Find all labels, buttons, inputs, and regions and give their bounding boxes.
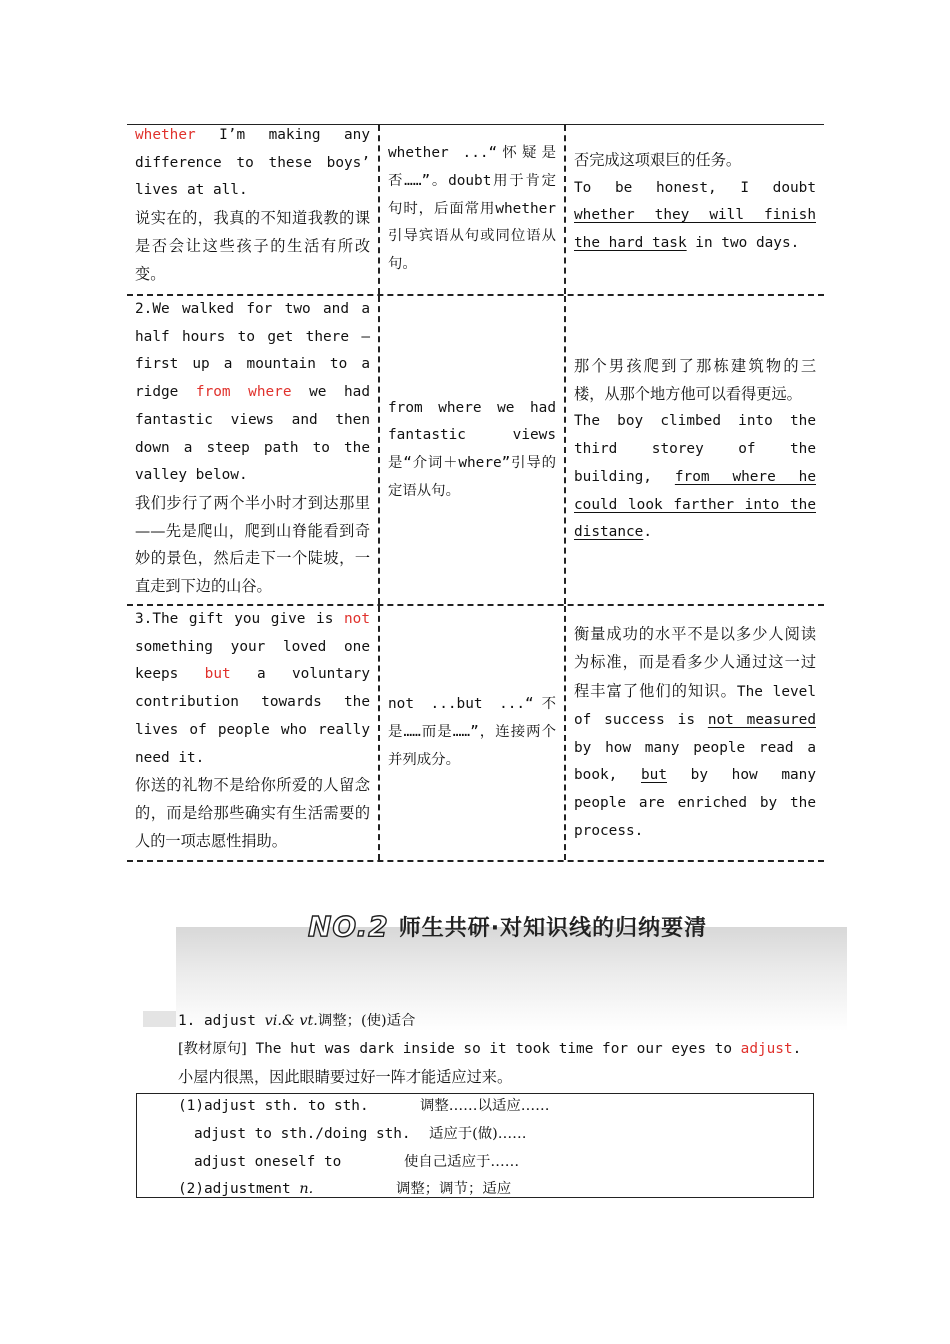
table-row <box>127 124 824 296</box>
table-row <box>127 296 824 606</box>
practice-cn: 衡量成功的水平不是以多少人阅读为标准，而是看多少人通过这一过程丰富了他们的知识。 <box>574 624 816 701</box>
practice-answer: from where he could look farther into the distance <box>574 468 816 541</box>
original-sentence-cell <box>127 125 380 294</box>
phrase-meaning: 调整；调节；适应 <box>396 1181 512 1197</box>
keyword-highlight: not <box>344 611 370 627</box>
practice-answer: whether they will finish the hard task <box>574 207 816 252</box>
original-sentence-cn: 我们步行了两个半小时才到达那里——先是爬山，爬到山脊能看到奇妙的景色，然后走下一个陡坡，一直走到下边的山谷。 <box>135 493 370 596</box>
practice-en: To be honest, I doubt whether they will finish the hard task in two days. <box>574 179 816 252</box>
original-sentence-en: 2.We walked for two and a half hours to get there — first up a mountain to a ridge from where we had fantastic views and then down a steep path to the valley below. <box>135 301 371 484</box>
section-heading <box>308 906 707 946</box>
section-number: NO.2 <box>308 909 389 943</box>
explanation-text: from where we had fantastic views 是“介词＋where”引导的定语从句。 <box>388 399 556 499</box>
textbook-translation: 小屋内很黑，因此眼睛要过好一阵才能适应过来。 <box>178 1068 513 1086</box>
phrase-line: (2)adjustment n. <box>178 1181 314 1197</box>
practice-text: 衡量成功的水平不是以多少人阅读为标准，而是看多少人通过这一过程丰富了他们的知识。The level of success is not measured by how many people read a book, but by how many people are enriched by the process. <box>574 624 817 839</box>
vocab-headword: 1. adjust vi.& vt.调整；(使)适合 <box>178 1013 416 1029</box>
original-sentence-cn: 说实在的，我真的不知道我教的课是否会让这些孩子的生活有所改变。 <box>135 209 370 283</box>
keyword-highlight: adjust <box>740 1041 793 1057</box>
phrase-meaning: 适应于(做)…… <box>429 1126 527 1142</box>
practice-cn: 否完成这项艰巨的任务。 <box>574 151 742 169</box>
practice-en: The boy climbed into the third storey of the building, from where he could look farther into the distance. <box>574 413 816 541</box>
original-sentence-en: 3.The gift you give is not something your loved one keeps but a voluntary contribution towards the lives of people who really need it. <box>135 611 370 766</box>
original-sentence-en: whether I’m making any difference to these boys’ lives at all. <box>135 127 371 199</box>
practice-cell <box>566 606 824 860</box>
keyword-highlight: from where <box>195 384 292 401</box>
explanation-cell <box>380 125 566 294</box>
explanation-text: not ...but ...“不是……而是……”，连接两个并列成分。 <box>388 696 556 768</box>
explanation-text: whether ...“怀疑是否……”。doubt用于肯定句时，后面常用whether引导宾语从句或同位语从句。 <box>388 145 556 273</box>
practice-answer: not measured <box>707 711 816 728</box>
phrase-line: adjust oneself to <box>194 1154 342 1170</box>
original-sentence-cell <box>127 296 380 604</box>
phrase-meaning: 调整……以适应…… <box>420 1098 550 1114</box>
phrase-line: adjust to sth./doing sth. <box>194 1126 411 1142</box>
original-sentence-cell <box>127 606 380 860</box>
practice-answer: but <box>641 767 667 784</box>
phrase-meaning: 使自己适应于…… <box>404 1154 520 1170</box>
original-sentence-cn: 你送的礼物不是给你所爱的人留念的，而是给那些确实有生活需要的人的一项志愿性捐助。 <box>135 776 370 850</box>
explanation-cell <box>380 296 566 604</box>
explanation-cell <box>380 606 566 860</box>
practice-cn: 那个男孩爬到了那栋建筑物的三楼，从那个地方他可以看得更远。 <box>574 357 816 403</box>
textbook-sentence: [教材原句] The hut was dark inside so it took time for our eyes to adjust. <box>178 1041 802 1057</box>
phrase-box <box>136 1093 814 1198</box>
practice-cell <box>566 296 824 604</box>
example-table <box>127 124 824 862</box>
section-title: 师生共研·对知识线的归纳要清 <box>398 915 708 941</box>
table-row <box>127 606 824 862</box>
vocab-entry <box>178 1007 801 1091</box>
keyword-highlight: but <box>204 666 231 683</box>
entry-marker <box>143 1011 176 1027</box>
keyword-highlight: whether <box>135 127 196 143</box>
practice-cell <box>566 125 824 294</box>
phrase-line: (1)adjust sth. to sth. <box>178 1098 369 1114</box>
